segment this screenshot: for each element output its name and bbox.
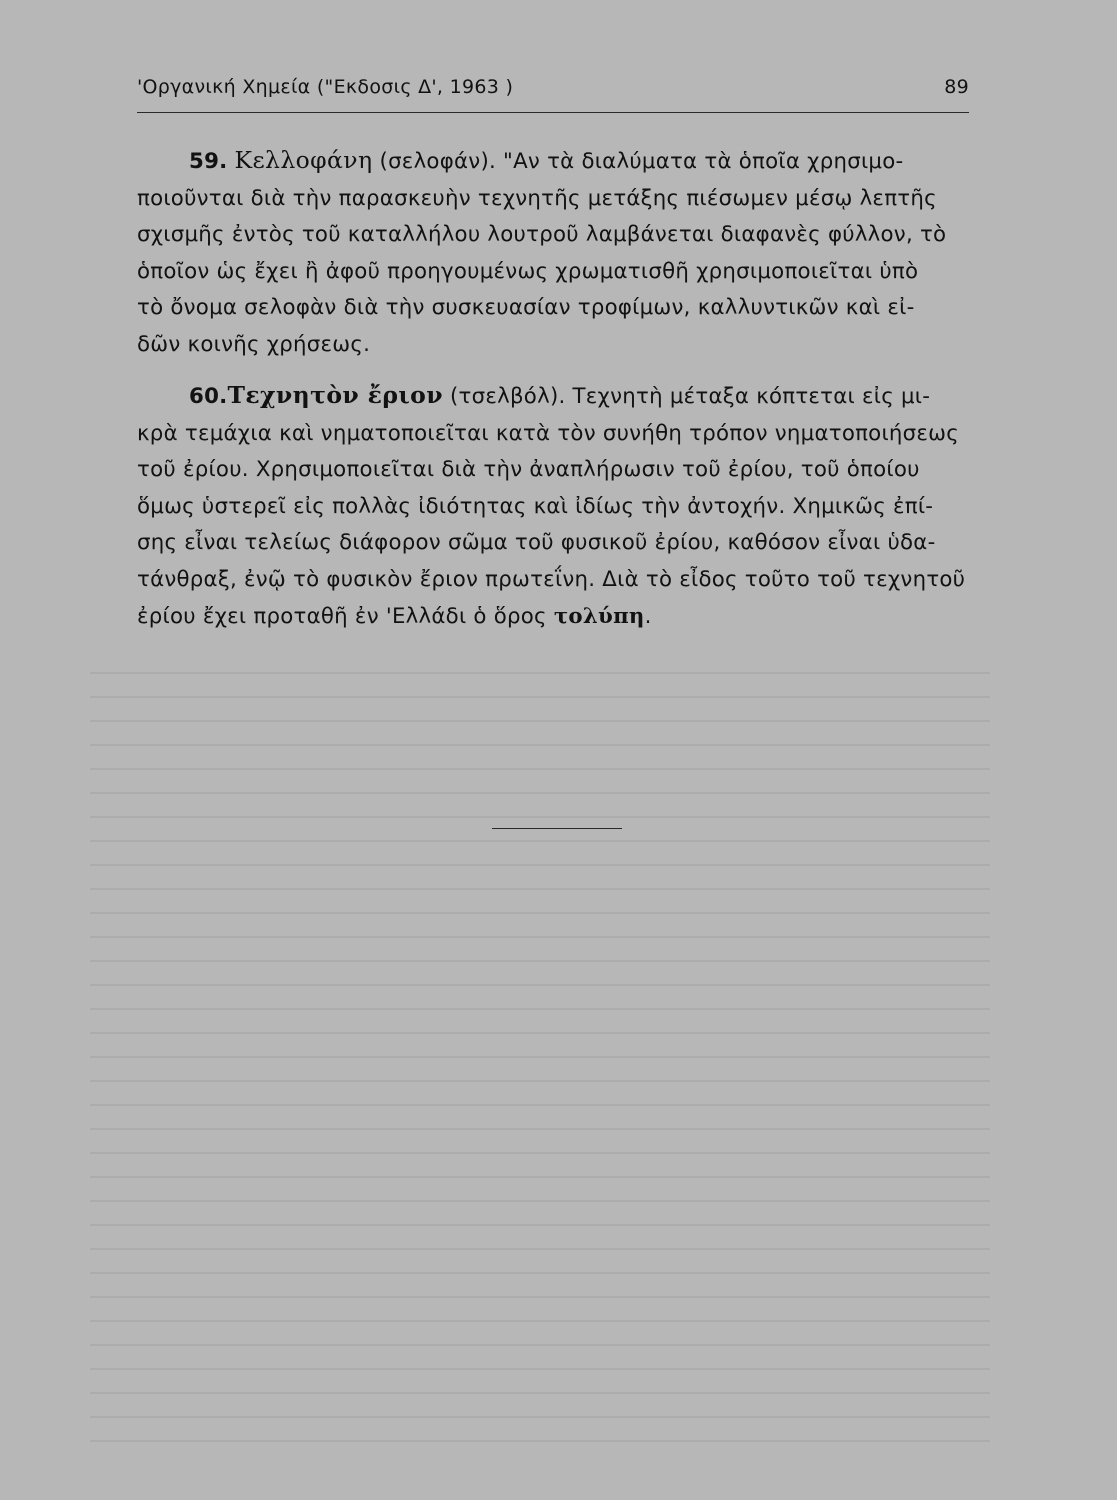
entry-text-line: τὸ ὄνομα σελοφὰν διὰ τὴν συσκευασίαν τροφίμων, καλλυντικῶν καὶ εἰ-	[137, 295, 915, 321]
entry-text-line: τοῦ ἐρίου. Χρησιμοποιεῖται διὰ τὴν ἀναπλήρωσιν τοῦ ἐρίου, τοῦ ὁποίου	[137, 457, 920, 483]
entry-text-line: ἐρίου ἔχει προταθῆ ἐν 'Ελλάδι ὁ ὅρος	[137, 603, 554, 629]
entry-first-line	[137, 142, 969, 181]
entry-text-line: (σελοφάν). "Αν τὰ διαλύματα τὰ ὁποῖα χρησιμο-	[372, 149, 904, 174]
entry-first-line	[137, 377, 969, 416]
entry-text-line: σχισμῆς ἐντὸς τοῦ καταλλήλου λουτροῦ λαμβάνεται διαφανὲς φύλλον, τὸ	[137, 222, 947, 248]
header-rule	[137, 112, 969, 113]
entry-term: Τεχνητὸν ἔριον	[227, 381, 443, 409]
entry-number: 59.	[189, 149, 228, 174]
entry-text-line: κρὰ τεμάχια καὶ νηματοποιεῖται κατὰ τὸν συνήθη τρόπον νηματοποιήσεως	[137, 420, 959, 446]
entry-60	[137, 377, 969, 635]
entry-text-line: ὅμως ὑστερεῖ εἰς πολλὰς ἰδιότητας καὶ ἰδίως τὴν ἀντοχήν. Χημικῶς ἐπί-	[137, 493, 934, 519]
highlighted-term: τολύπη	[553, 603, 645, 629]
section-end-rule	[492, 828, 622, 829]
entry-term: Κελλοφάνη	[234, 146, 373, 174]
entry-number: 60.	[189, 384, 228, 409]
entry-text-line: τάνθραξ, ἐνῷ τὸ φυσικὸν ἔριον πρωτεΐνη. Διὰ τὸ εἶδος τοῦτο τοῦ τεχνητοῦ	[137, 566, 966, 592]
entry-text-line: (τσελβόλ). Τεχνητὴ μέταξα κόπτεται εἰς μι-	[442, 384, 931, 409]
entry-text-line: σης εἶναι τελείως διάφορον σῶμα τοῦ φυσικοῦ ἐρίου, καθόσον εἶναι ὑδα-	[137, 530, 936, 556]
bleed-through-shadow	[90, 650, 990, 1450]
final-punctuation: .	[644, 603, 652, 629]
running-head	[137, 76, 969, 104]
page-number: 89	[944, 76, 969, 98]
entry-text-line: δῶν κοινῆς χρήσεως.	[137, 331, 371, 357]
entry-last-line	[137, 599, 969, 636]
entry-text-line: ὁποῖον ὡς ἔχει ἢ ἀφοῦ προηγουμένως χρωματισθῆ χρησιμοποιεῖται ὑπὸ	[137, 258, 919, 284]
entry-text-line: ποιοῦνται διὰ τὴν παρασκευὴν τεχνητῆς μετάξης πιέσωμεν μέσῳ λεπτῆς	[137, 185, 937, 211]
running-head-title: 'Οργανική Χημεία ("Εκδοσις Δ', 1963 )	[137, 76, 514, 98]
entry-59	[137, 142, 969, 364]
